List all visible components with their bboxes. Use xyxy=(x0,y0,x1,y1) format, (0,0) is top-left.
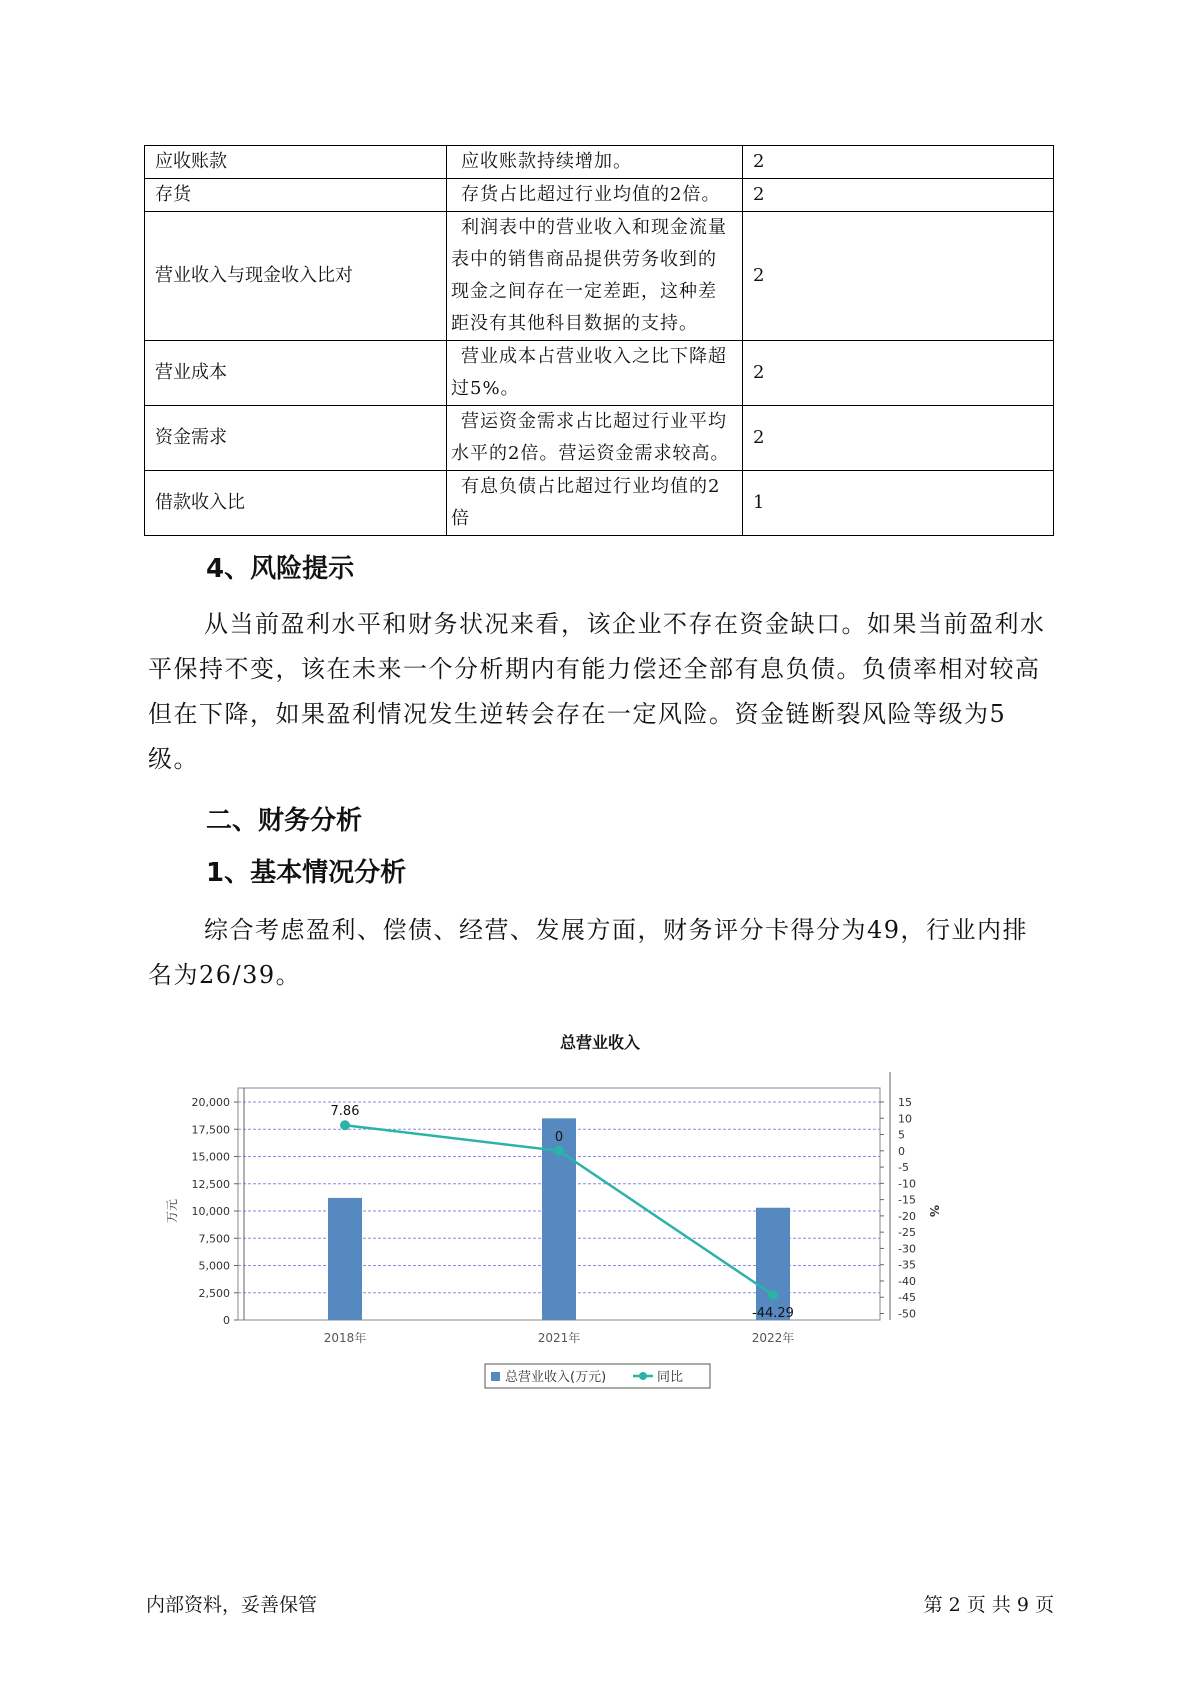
y2-tick-label: -25 xyxy=(898,1226,916,1240)
risk-item-cell: 存货 xyxy=(145,179,447,212)
risk-description-text: 营运资金需求占比超过行业平均水平的2倍。营运资金需求较高。 xyxy=(451,411,730,464)
yoy-data-label: -44.29 xyxy=(752,1305,794,1321)
risk-score-cell: 2 xyxy=(743,341,1054,406)
revenue-bar xyxy=(756,1208,790,1320)
risk-description-cell xyxy=(447,179,743,212)
risk-description-text: 营业成本占营业收入之比下降超过5%。 xyxy=(451,346,727,399)
footer-confidential: 内部资料，妥善保管 xyxy=(146,1594,318,1616)
legend-bar-label: 总营业收入(万元) xyxy=(505,1370,607,1385)
y2-tick-label: -40 xyxy=(898,1274,916,1288)
table-row xyxy=(145,212,1054,341)
y-tick-label: 20,000 xyxy=(191,1096,230,1109)
y2-tick-label: -35 xyxy=(898,1258,916,1272)
table-row xyxy=(145,341,1054,406)
yoy-point xyxy=(340,1120,350,1130)
risk-description-cell xyxy=(447,406,743,471)
legend-bar-swatch xyxy=(491,1372,500,1381)
yoy-point xyxy=(768,1290,778,1300)
y-tick-label: 15,000 xyxy=(191,1150,230,1164)
yoy-data-label: 0 xyxy=(554,1129,564,1145)
table-row xyxy=(145,146,1054,179)
y2-tick-label: -50 xyxy=(898,1307,916,1321)
table-row xyxy=(145,406,1054,471)
risk-description-text: 存货占比超过行业均值的2倍。 xyxy=(461,184,721,205)
risk-item-cell: 营业成本 xyxy=(145,341,447,406)
revenue-chart xyxy=(160,1020,1040,1480)
table-row xyxy=(145,471,1054,536)
y2-tick-label: -30 xyxy=(898,1242,916,1256)
finance-heading: 二、财务分析 xyxy=(206,806,363,836)
risk-item-cell: 资金需求 xyxy=(145,406,447,471)
y2-tick-label: -10 xyxy=(898,1177,916,1191)
risk-description-cell xyxy=(447,341,743,406)
y-tick-label: 0 xyxy=(223,1314,230,1327)
risk-description-text: 利润表中的营业收入和现金流量表中的销售商品提供劳务收到的现金之间存在一定差距，这种差距没有其他科目数据的支持。 xyxy=(451,217,727,334)
risk-description-cell xyxy=(447,146,743,179)
y-tick-label: 5,000 xyxy=(198,1259,230,1273)
risk-description-text: 有息负债占比超过行业均值的2倍 xyxy=(451,476,721,529)
y2-tick-label: 5 xyxy=(898,1128,905,1142)
basic-analysis-heading: 1、基本情况分析 xyxy=(206,858,407,888)
y2-tick-label: -15 xyxy=(898,1193,916,1207)
risk-table xyxy=(144,145,1054,536)
legend-line-marker xyxy=(639,1372,647,1380)
risk-heading: 4、风险提示 xyxy=(206,554,355,584)
y-tick-label: 7,500 xyxy=(198,1232,230,1246)
chart-svg xyxy=(160,1020,1040,1480)
y-tick-label: 10,000 xyxy=(191,1205,230,1218)
x-tick-label: 2018年 xyxy=(323,1331,367,1345)
y2-tick-label: 10 xyxy=(898,1112,912,1126)
yoy-data-label: 7.86 xyxy=(330,1104,360,1120)
risk-description-cell xyxy=(447,212,743,341)
risk-score-cell: 1 xyxy=(743,471,1054,536)
risk-score-cell: 2 xyxy=(743,179,1054,212)
basic-analysis-paragraph: 综合考虑盈利、偿债、经营、发展方面，财务评分卡得分为49，行业内排名为26/39。 xyxy=(148,916,1029,989)
y2-tick-label: 0 xyxy=(898,1144,905,1158)
y2-tick-label: 15 xyxy=(898,1096,912,1109)
risk-description-cell xyxy=(447,471,743,536)
risk-description-text: 应收账款持续增加。 xyxy=(461,151,632,172)
y2-tick-label: -45 xyxy=(898,1291,916,1305)
table-row xyxy=(145,179,1054,212)
x-tick-label: 2021年 xyxy=(537,1331,581,1345)
y-tick-label: 12,500 xyxy=(191,1177,230,1191)
chart-title: 总营业收入 xyxy=(559,1033,640,1052)
footer-page-number: 第 2 页 共 9 页 xyxy=(923,1594,1054,1616)
risk-score-cell: 2 xyxy=(743,146,1054,179)
legend-line-label: 同比 xyxy=(657,1370,684,1385)
risk-paragraph: 从当前盈利水平和财务状况来看，该企业不存在资金缺口。如果当前盈利水平保持不变，该在未来一个分析期内有能力偿还全部有息负债。负债率相对较高但在下降，如果盈利情况发生逆转会存在一定风险。资金链断裂风险等级为5级。 xyxy=(148,610,1046,773)
y2-axis-label: % xyxy=(927,1204,941,1218)
risk-item-cell: 营业收入与现金收入比对 xyxy=(145,212,447,341)
risk-score-cell: 2 xyxy=(743,212,1054,341)
y-tick-label: 2,500 xyxy=(198,1286,230,1300)
risk-score-cell: 2 xyxy=(743,406,1054,471)
risk-item-cell: 应收账款 xyxy=(145,146,447,179)
x-tick-label: 2022年 xyxy=(751,1331,795,1345)
y-tick-label: 17,500 xyxy=(191,1123,230,1137)
revenue-bar xyxy=(328,1198,362,1320)
y2-tick-label: -5 xyxy=(898,1161,909,1175)
yoy-point xyxy=(554,1146,564,1156)
risk-item-cell: 借款收入比 xyxy=(145,471,447,536)
y-axis-label: 万元 xyxy=(165,1198,179,1224)
y2-tick-label: -20 xyxy=(898,1209,916,1223)
